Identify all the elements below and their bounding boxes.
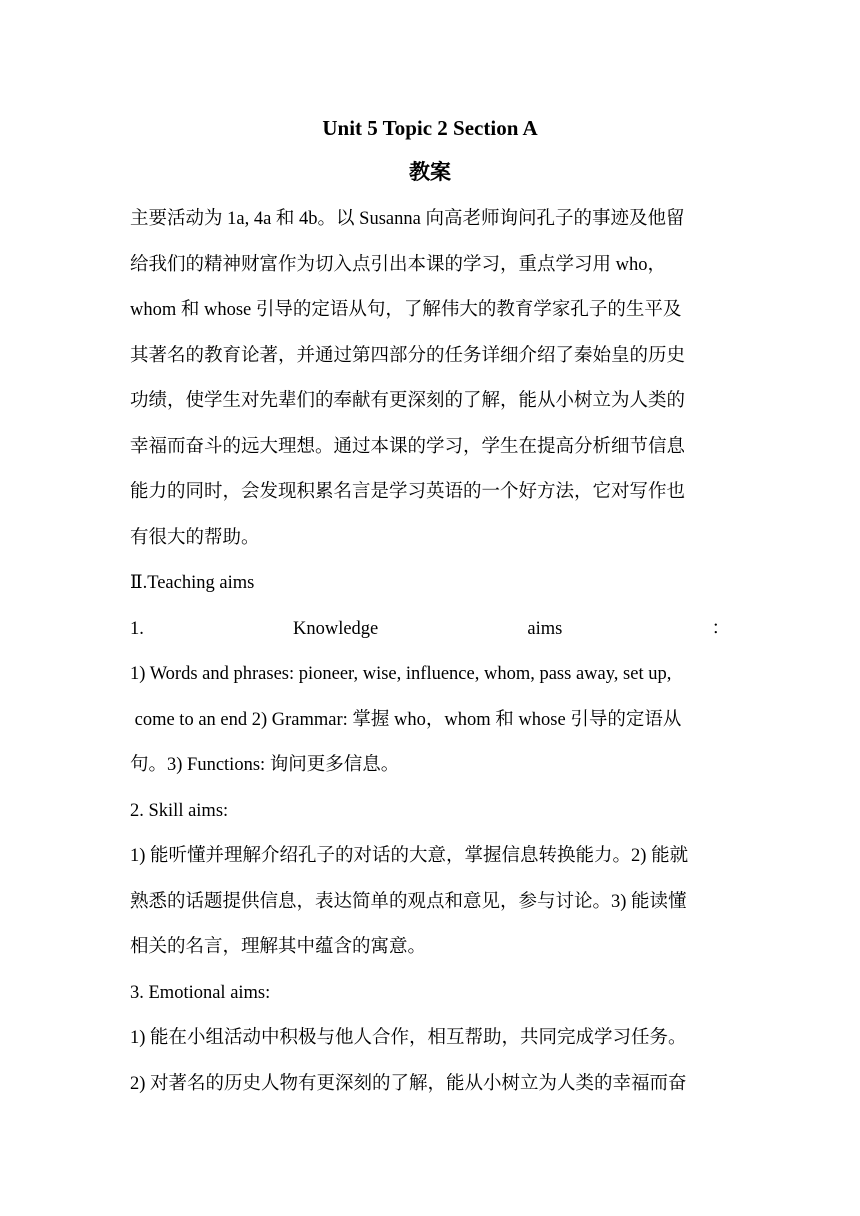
knowledge-line: come to an end 2) Grammar: 掌握 who，whom 和 whose 引导的定语从 xyxy=(130,709,682,730)
intro-paragraph xyxy=(130,197,730,561)
skill-line: 1) 能听懂并理解介绍孔子的对话的大意，掌握信息转换能力。2) 能就 xyxy=(130,846,689,866)
emotional-aims-heading: 3. Emotional aims: xyxy=(130,982,271,1003)
knowledge-paragraph xyxy=(130,652,730,789)
skill-aims-heading: 2. Skill aims: xyxy=(130,800,229,821)
knowledge-line: 1) Words and phrases: pioneer, wise, influence, whom, pass away, set up, xyxy=(130,664,672,684)
intro-line: 给我们的精神财富作为切入点引出本课的学习，重点学习用 who， xyxy=(130,254,666,275)
intro-line: 能力的同时，会发现积累名言是学习英语的一个好方法，它对写作也 xyxy=(130,482,686,502)
aims-word: aims xyxy=(527,618,563,639)
emotional-paragraph xyxy=(130,1016,730,1107)
knowledge-colon: ： xyxy=(711,618,730,639)
document-title: Unit 5 Topic 2 Section A xyxy=(322,116,538,140)
knowledge-line: 句。3) Functions: 询问更多信息。 xyxy=(130,755,400,775)
emotional-line: 2) 对著名的历史人物有更深刻的了解，能从小树立为人类的幸福而奋 xyxy=(130,1073,687,1094)
intro-line: 功绩，使学生对先辈们的奉献有更深刻的了解，能从小树立为人类的 xyxy=(130,391,686,411)
document-subtitle: 教案 xyxy=(409,160,451,184)
teaching-aims-heading: Ⅱ.Teaching aims xyxy=(130,573,255,593)
knowledge-number: 1. xyxy=(130,618,144,639)
knowledge-word: Knowledge xyxy=(292,618,379,639)
skill-line: 熟悉的话题提供信息，表达简单的观点和意见，参与讨论。3) 能读懂 xyxy=(130,891,687,912)
skill-paragraph xyxy=(130,834,730,971)
intro-line: 有很大的帮助。 xyxy=(130,527,260,548)
knowledge-aims-heading xyxy=(130,607,730,653)
intro-line: whom 和 whose 引导的定语从句，了解伟大的教育学家孔子的生平及 xyxy=(130,300,682,320)
intro-line: 主要活动为 1a, 4a 和 4b。以 Susanna 向高老师询问孔子的事迹及他留 xyxy=(130,209,685,229)
intro-line: 其著名的教育论著，并通过第四部分的任务详细介绍了秦始皇的历史 xyxy=(130,345,686,366)
intro-line: 幸福而奋斗的远大理想。通过本课的学习，学生在提高分析细节信息 xyxy=(130,436,686,457)
emotional-line: 1) 能在小组活动中积极与他人合作，相互帮助，共同完成学习任务。 xyxy=(130,1028,687,1048)
skill-line: 相关的名言，理解其中蕴含的寓意。 xyxy=(130,937,427,957)
document-body xyxy=(130,197,730,1107)
